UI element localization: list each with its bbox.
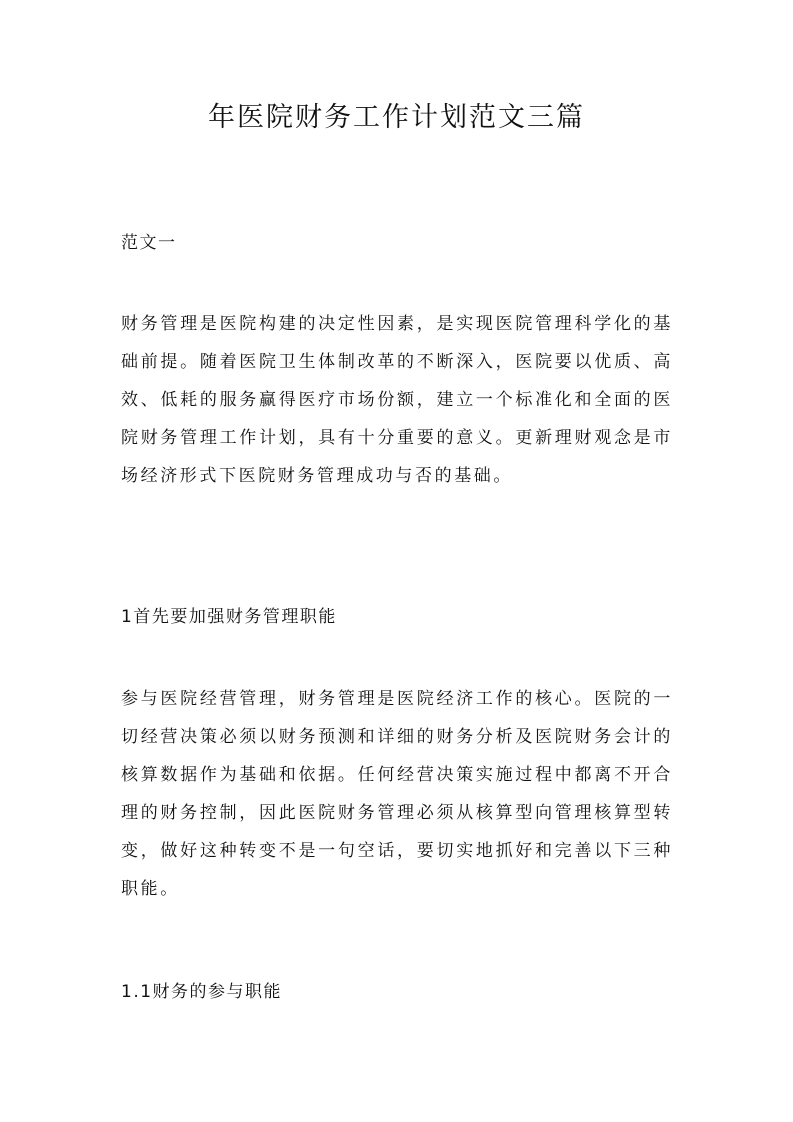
section-label: 范文一 bbox=[121, 233, 177, 253]
heading-1-1: 1.1财务的参与职能 bbox=[121, 982, 283, 1002]
paragraph-management: 参与医院经营管理，财务管理是医院经济工作的核心。医院的一切经营决策必须以财务预测和详细的财务分析及医院财务会计的核算数据作为基础和依据。任何经营决策实施过程中都离不开合理的财务控制，因此医院财务管理必须从核算型向管理核算型转变，做好这种转变不是一句空话，要切实地抓好和完善以下三种职能。 bbox=[121, 689, 673, 899]
paragraph-intro: 财务管理是医院构建的决定性因素，是实现医院管理科学化的基础前提。随着医院卫生体制改革的不断深入，医院要以优质、高效、低耗的服务赢得医疗市场份额，建立一个标准化和全面的医院财务管理工作计划，具有十分重要的意义。更新理财观念是市场经济形式下医院财务管理成功与否的基础。 bbox=[121, 314, 673, 486]
heading-1: 1首先要加强财务管理职能 bbox=[121, 607, 337, 627]
document-title: 年医院财务工作计划范文三篇 bbox=[208, 102, 585, 133]
